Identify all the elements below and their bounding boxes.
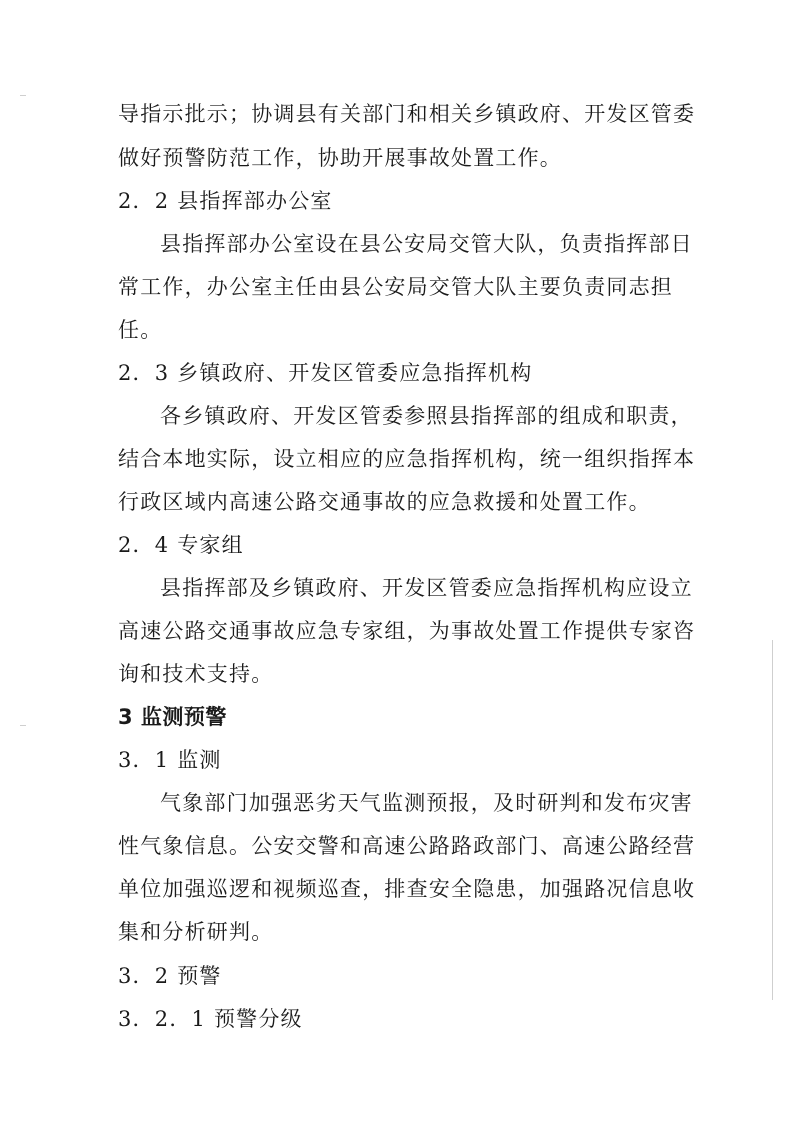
text-line-10: 行政区域内高速公路交通事故的应急救援和处置工作。 — [118, 490, 651, 514]
section-heading-3-2-1: 3．2．1 预警分级 — [118, 1007, 303, 1031]
section-heading-3-1: 3．1 监测 — [118, 748, 222, 772]
text-line-18: 性气象信息。公安交警和高速公路路政部门、高速公路经营 — [118, 834, 696, 858]
text-line-19: 单位加强巡逻和视频巡查，排查安全隐患，加强路况信息收 — [118, 877, 696, 901]
scan-mark — [20, 725, 26, 726]
text-line-20: 集和分析研判。 — [118, 920, 274, 944]
text-line-12: 县指挥部及乡镇政府、开发区管委应急指挥机构应设立 — [160, 576, 693, 600]
text-line-13: 高速公路交通事故应急专家组，为事故处置工作提供专家咨 — [118, 619, 696, 643]
text-line-6: 任。 — [118, 318, 163, 342]
section-heading-3-2: 3．2 预警 — [118, 964, 222, 988]
text-line-5: 常工作，办公室主任由县公安局交管大队主要负责同志担 — [118, 275, 673, 299]
text-line-9: 结合本地实际，设立相应的应急指挥机构，统一组织指挥本 — [118, 447, 696, 471]
section-heading-2-3: 2．3 乡镇政府、开发区管委应急指挥机构 — [118, 361, 533, 385]
text-line-4: 县指挥部办公室设在县公安局交管大队，负责指挥部日 — [160, 232, 693, 256]
section-heading-2-2: 2．2 县指挥部办公室 — [118, 189, 333, 213]
section-heading-2-4: 2．4 专家组 — [118, 533, 244, 557]
text-line-1: 导指示批示；协调县有关部门和相关乡镇政府、开发区管委 — [118, 102, 696, 126]
scan-edge-line — [772, 640, 773, 1000]
chapter-heading-3: 3 监测预警 — [118, 705, 227, 729]
text-line-17: 气象部门加强恶劣天气监测预报，及时研判和发布灾害 — [160, 791, 693, 815]
text-line-2: 做好预警防范工作，协助开展事故处置工作。 — [118, 146, 562, 170]
text-line-14: 询和技术支持。 — [118, 662, 274, 686]
text-line-8: 各乡镇政府、开发区管委参照县指挥部的组成和职责， — [160, 404, 693, 428]
scan-mark — [20, 95, 26, 96]
